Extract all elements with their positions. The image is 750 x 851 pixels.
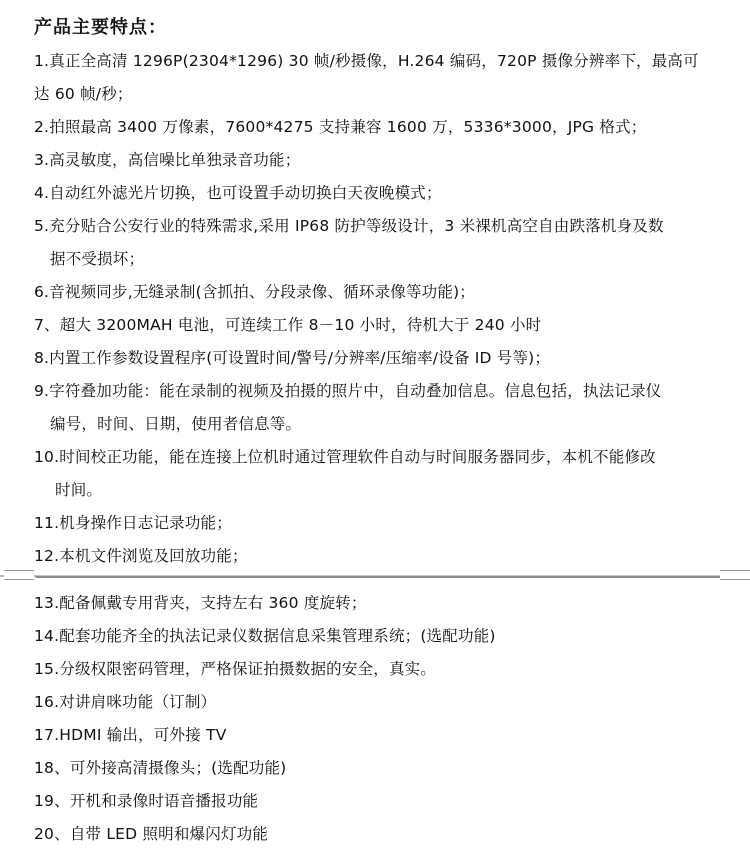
feature-line-15: 11.机身操作日志记录功能； — [34, 514, 232, 532]
feature-line-7: 据不受损坏； — [50, 250, 145, 268]
left-margin-marker — [4, 570, 34, 580]
feature-line-12: 编号，时间、日期，使用者信息等。 — [50, 415, 302, 433]
feature-line-14: 时间。 — [55, 481, 103, 499]
document-title: 产品主要特点： — [34, 17, 167, 38]
feature-line-5: 4.自动红外滤光片切换，也可设置手动切换白天夜晚模式； — [34, 184, 442, 202]
feature-line-2: 达 60 帧/秒； — [34, 85, 133, 103]
feature-line-21: 17.HDMI 输出，可外接 TV — [34, 726, 227, 744]
feature-line-13: 10.时间校正功能，能在连接上位机时通过管理软件自动与时间服务器同步，本机不能修改 — [34, 448, 656, 466]
feature-line-9: 7、超大 3200MAH 电池，可连续工作 8－10 小时，待机大于 240 小时 — [34, 316, 542, 334]
feature-line-24: 20、自带 LED 照明和爆闪灯功能 — [34, 825, 269, 843]
feature-line-22: 18、可外接高清摄像头；(选配功能) — [34, 759, 287, 777]
feature-line-11: 9.字符叠加功能：能在录制的视频及拍摄的照片中，自动叠加信息。信息包括，执法记录仪 — [34, 382, 662, 400]
feature-line-19: 15.分级权限密码管理，严格保证拍摄数据的安全，真实。 — [34, 660, 437, 678]
right-margin-marker — [720, 570, 750, 580]
feature-line-17: 13.配备佩戴专用背夹，支持左右 360 度旋转； — [34, 594, 367, 612]
feature-line-1: 1.真正全高清 1296P(2304*1296) 30 帧/秒摄像，H.264 编码，720P 摄像分辨率下，最高可 — [34, 52, 699, 70]
page-break-line — [36, 575, 720, 578]
feature-line-16: 12.本机文件浏览及回放功能； — [34, 547, 248, 565]
page-break — [0, 566, 750, 586]
feature-line-3: 2.拍照最高 3400 万像素，7600*4275 支持兼容 1600 万，5336*3000，JPG 格式； — [34, 118, 647, 136]
feature-line-20: 16.对讲肩咪功能（订制） — [34, 693, 217, 711]
feature-line-6: 5.充分贴合公安行业的特殊需求,采用 IP68 防护等级设计，3 米裸机高空自由跌落机身及数 — [34, 217, 664, 235]
feature-line-18: 14.配套功能齐全的执法记录仪数据信息采集管理系统；(选配功能) — [34, 627, 496, 645]
feature-line-4: 3.高灵敏度，高信噪比单独录音功能； — [34, 151, 301, 169]
feature-line-8: 6.音视频同步,无缝录制(含抓拍、分段录像、循环录像等功能)； — [34, 283, 476, 301]
feature-line-23: 19、开机和录像时语音播报功能 — [34, 792, 259, 810]
feature-line-10: 8.内置工作参数设置程序(可设置时间/警号/分辨率/压缩率/设备 ID 号等)； — [34, 349, 551, 367]
